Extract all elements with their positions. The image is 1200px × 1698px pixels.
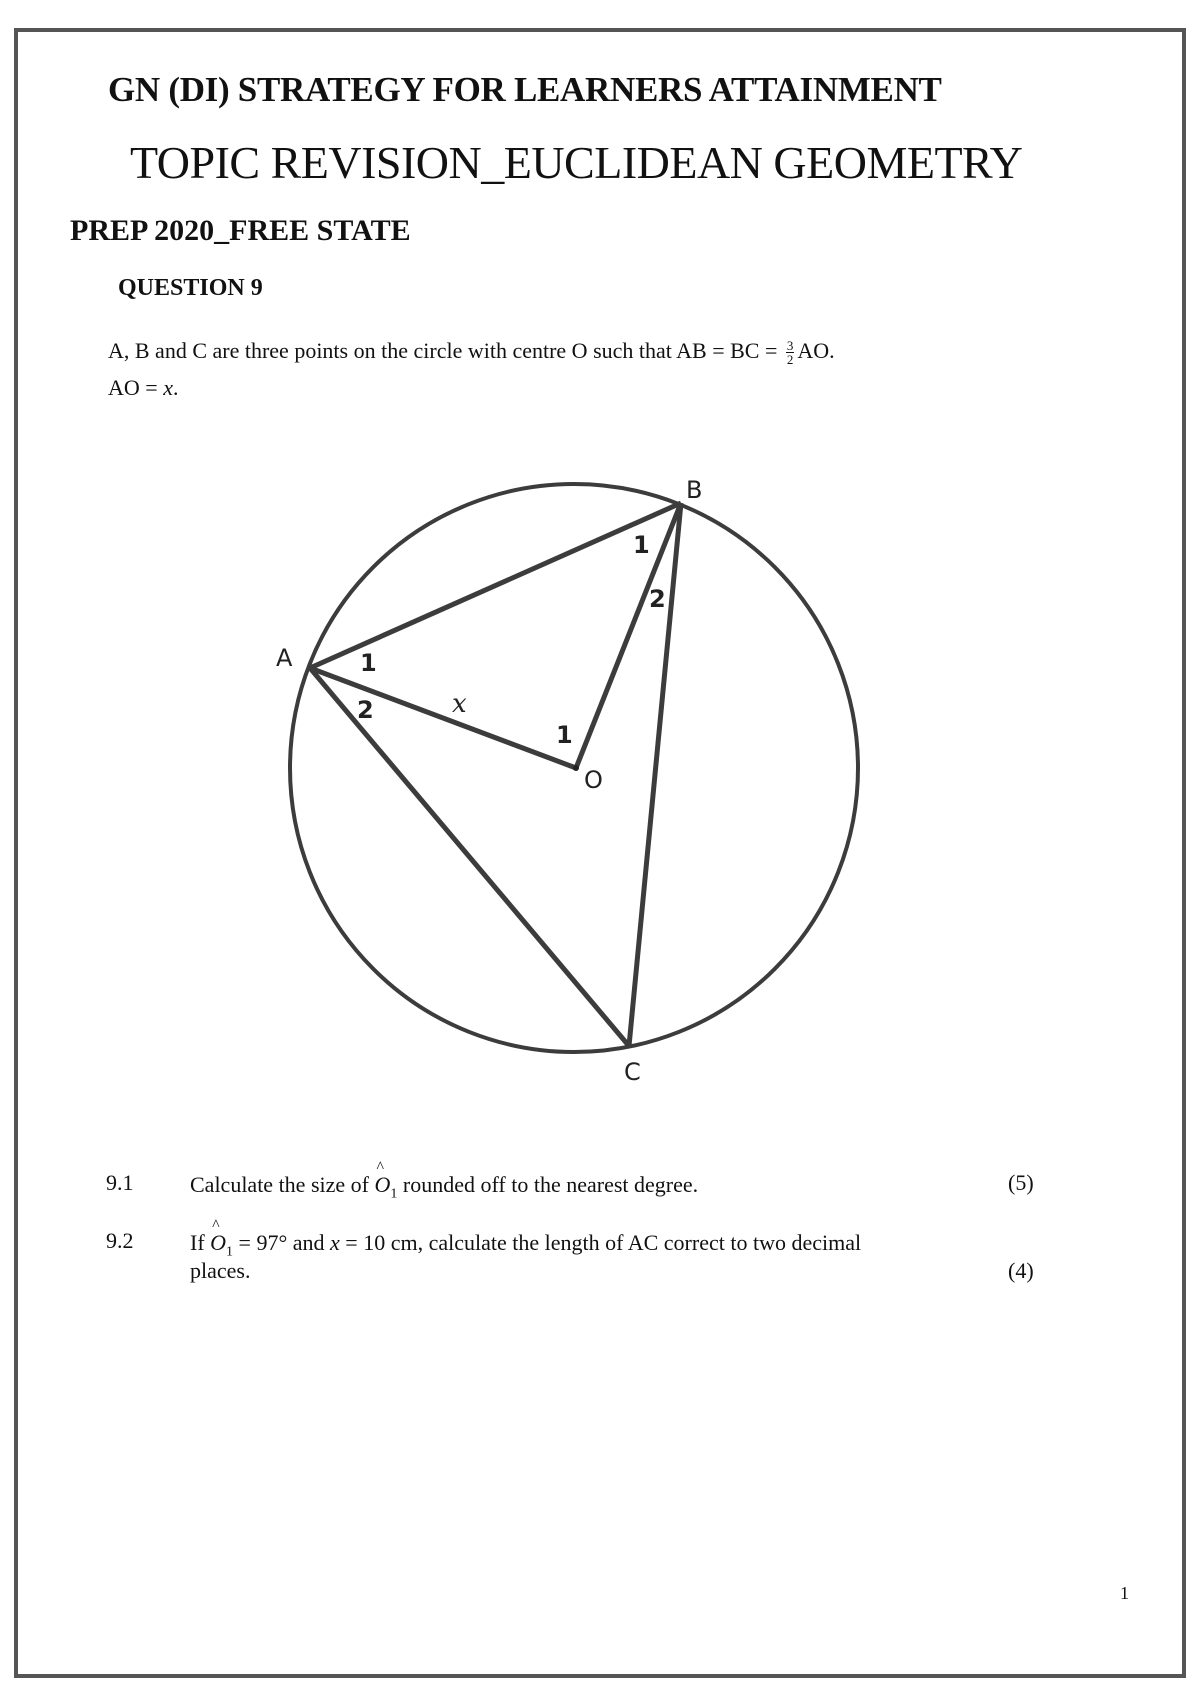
angle-o-symbol: ^ O xyxy=(374,1172,390,1198)
intro-text-part1: A, B and C are three points on the circle with centre O such that AB = BC = xyxy=(108,338,778,363)
label-point-o: O xyxy=(584,766,603,794)
angle-label-b1: 1 xyxy=(633,531,650,559)
label-length-x: x xyxy=(452,689,467,719)
header-strategy-title: GN (DI) STRATEGY FOR LEARNERS ATTAINMENT xyxy=(108,70,942,109)
item-text-9-2-line1 xyxy=(190,1230,861,1260)
header-topic-title: TOPIC REVISION_EUCLIDEAN GEOMETRY xyxy=(130,137,1023,188)
item-9-2-post: = 10 cm, calculate the length of AC correct to two decimal xyxy=(345,1230,862,1255)
chord-ac xyxy=(310,668,629,1046)
item-9-1-pre: Calculate the size of xyxy=(190,1172,369,1197)
angle-label-o1: 1 xyxy=(556,721,573,749)
angle-label-a2: 2 xyxy=(357,696,374,724)
centre-point xyxy=(573,765,579,771)
item-9-2-pre: If xyxy=(190,1230,205,1255)
angle-o-symbol: ^ O xyxy=(210,1230,226,1256)
item-9-2-var: x xyxy=(330,1230,340,1255)
label-point-b: B xyxy=(686,476,703,504)
label-point-a: A xyxy=(276,644,293,672)
question-title: QUESTION 9 xyxy=(118,275,263,301)
angle-label-b2: 2 xyxy=(649,585,666,613)
angle-o-subscript: 1 xyxy=(226,1244,234,1260)
intro-text-part2: AO. xyxy=(797,338,835,363)
marks-9-1: (5) xyxy=(1008,1170,1034,1195)
page-number: 1 xyxy=(1120,1583,1129,1603)
item-number-9-2: 9.2 xyxy=(106,1228,134,1253)
item-text-9-2-line2: places. xyxy=(190,1258,251,1283)
label-point-c: C xyxy=(624,1058,641,1086)
angle-o-subscript: 1 xyxy=(390,1186,398,1202)
intro-line2-var: x xyxy=(163,375,173,400)
fraction-numerator: 3 xyxy=(786,338,794,354)
marks-9-2: (4) xyxy=(1008,1258,1034,1283)
intro-line2-end: . xyxy=(172,375,179,400)
item-number-9-1: 9.1 xyxy=(106,1170,134,1195)
fraction-denominator: 2 xyxy=(786,352,794,368)
item-9-2-mid: = 97° and xyxy=(238,1230,325,1255)
header-source: PREP 2020_FREE STATE xyxy=(70,214,411,247)
item-text-9-1 xyxy=(190,1172,698,1202)
item-9-1-post: rounded off to the nearest degree. xyxy=(402,1172,699,1197)
angle-label-a1: 1 xyxy=(360,649,377,677)
intro-line2-lhs: AO = xyxy=(108,375,164,400)
